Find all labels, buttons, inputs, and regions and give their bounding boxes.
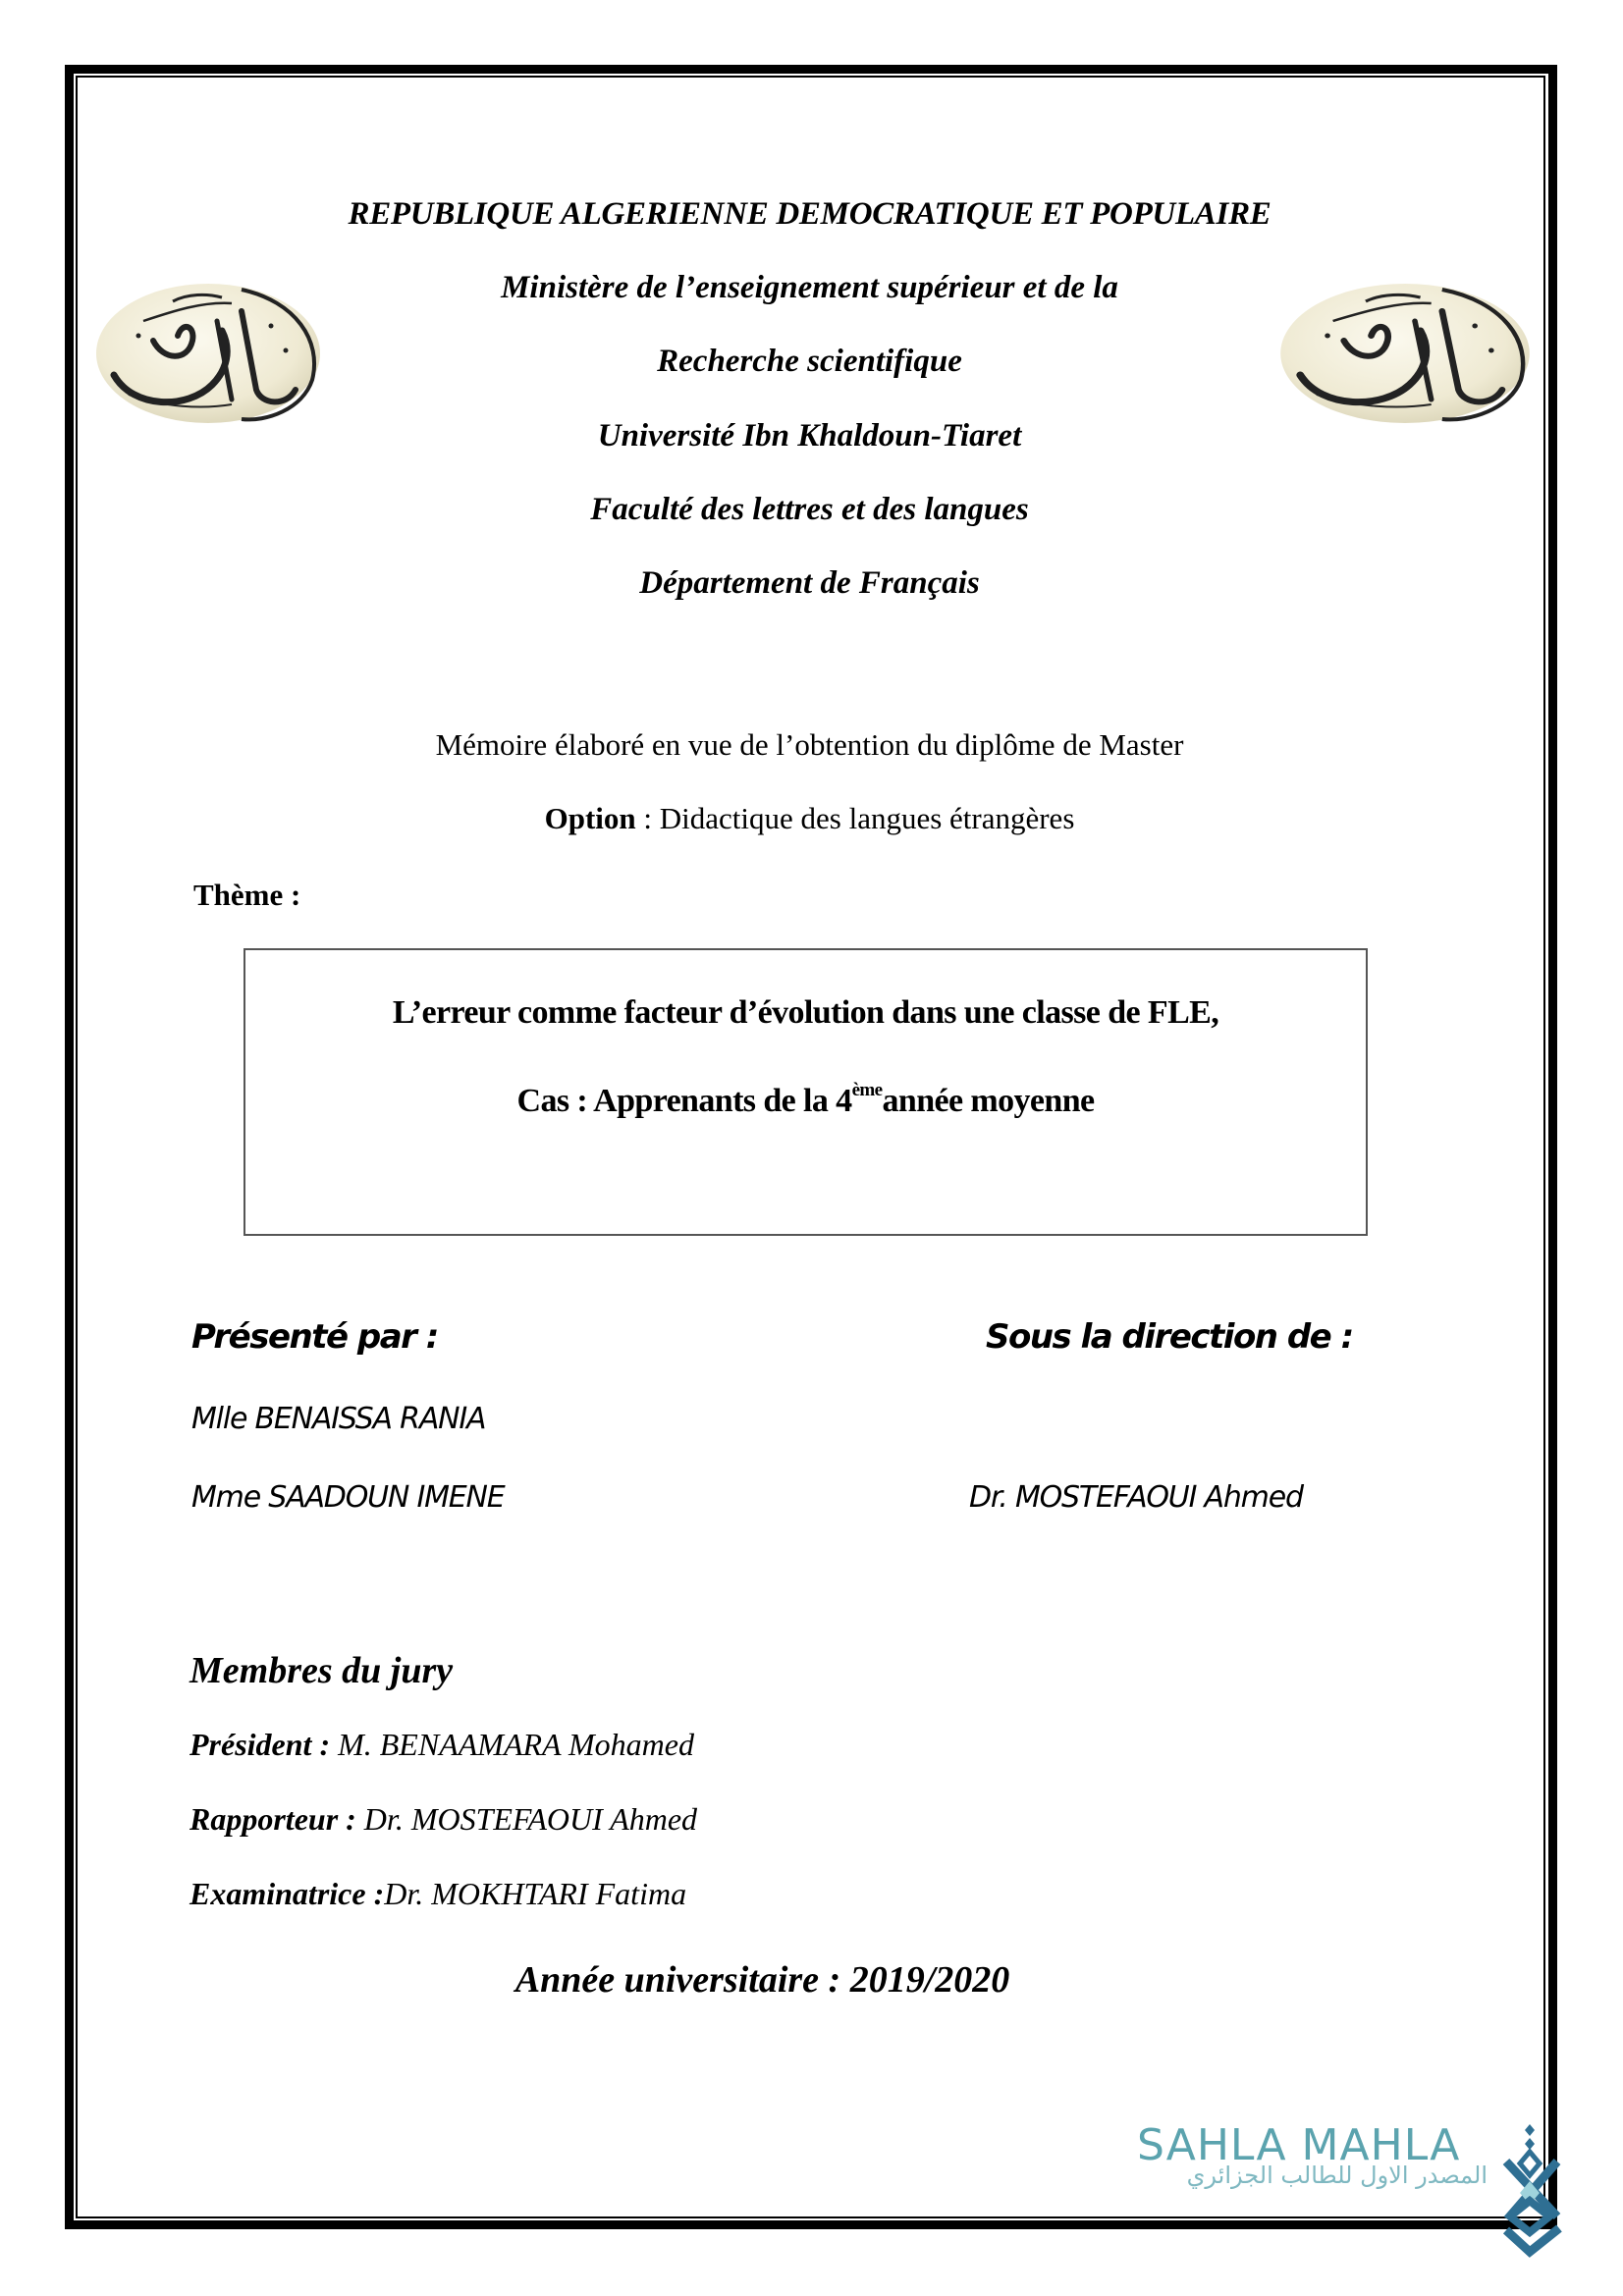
department-name: Département de Français [639, 565, 980, 601]
thesis-title-line-1: L’erreur comme facteur d’évolution dans une classe de FLE, [392, 994, 1219, 1031]
university-name: Université Ibn Khaldoun-Tiaret [597, 418, 1022, 454]
title-line-2-suffix: année moyenne [882, 1083, 1095, 1119]
jury-member-president [189, 1729, 694, 1760]
ministry-line-1: Ministère de l’enseignement supérieur et de la [501, 270, 1118, 305]
jury-name: M. BENAAMARA Mohamed [338, 1727, 694, 1762]
jury-role: Examinatrice : [189, 1876, 385, 1911]
watermark-brand: SAHLA MAHLA [1137, 2120, 1461, 2170]
jury-member-rapporteur [189, 1803, 697, 1835]
ministry-line-2: Recherche scientifique [657, 344, 962, 379]
jury-title: Membres du jury [189, 1650, 454, 1691]
option-line [0, 803, 1621, 833]
student-2: Mme SAADOUN IMENE [191, 1480, 505, 1515]
title-line-2-superscript: ème [851, 1080, 883, 1100]
jury-name: Dr. MOSTEFAOUI Ahmed [363, 1801, 698, 1837]
thesis-purpose: Mémoire élaboré en vue de l’obtention du diplôme de Master [435, 727, 1184, 762]
academic-year: Année universitaire : 2019/2020 [514, 1959, 1010, 2001]
thesis-title-line-2 [245, 1080, 1366, 1119]
jury-name: Dr. MOKHTARI Fatima [384, 1876, 687, 1911]
watermark-tagline: المصدر الاول للطالب الجزائري [1186, 2162, 1488, 2189]
republic-heading: REPUBLIQUE ALGERIENNE DEMOCRATIQUE ET POPULAIRE [348, 196, 1271, 232]
presented-by-label: Présenté par : [191, 1317, 438, 1357]
supervision-label: Sous la direction de : [986, 1317, 1353, 1357]
theme-box [243, 948, 1368, 1236]
title-line-2-prefix: Cas : Apprenants de la 4 [516, 1083, 852, 1119]
option-value: Didactique des langues étrangères [659, 801, 1075, 835]
option-label: Option [544, 801, 636, 835]
sahla-mahla-logo-icon [1500, 2122, 1565, 2260]
supervisor-name: Dr. MOSTEFAOUI Ahmed [969, 1480, 1303, 1515]
jury-member-examinatrice [189, 1878, 686, 1909]
option-separator: : [635, 801, 660, 835]
jury-role: Président : [189, 1727, 339, 1762]
theme-label: Thème : [193, 878, 301, 912]
jury-role: Rapporteur : [189, 1801, 364, 1837]
faculty-name: Faculté des lettres et des langues [590, 492, 1029, 527]
student-1: Mlle BENAISSA RANIA [191, 1402, 486, 1436]
